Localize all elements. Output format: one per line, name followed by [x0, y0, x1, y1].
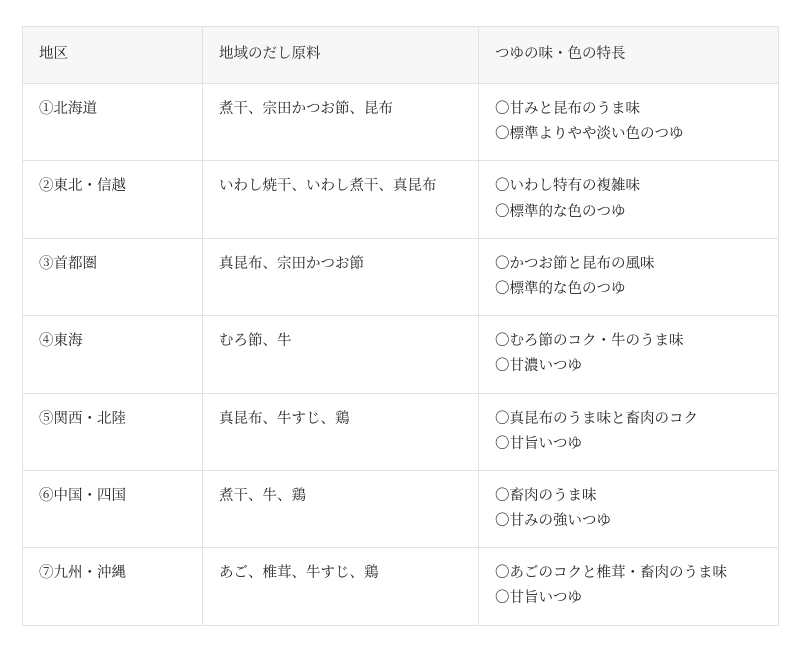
- feature-line: 〇畜肉のうま味: [495, 487, 597, 504]
- feature-line: 〇いわし特有の複雑味: [495, 178, 640, 195]
- cell-features: [479, 470, 779, 547]
- table-body: [23, 84, 779, 626]
- cell-features: [479, 316, 779, 393]
- feature-line: 〇標準的な色のつゆ: [495, 280, 626, 297]
- table-header: [23, 27, 779, 84]
- feature-line: 〇標準的な色のつゆ: [495, 203, 626, 220]
- cell-ingredients: 煮干、牛、鶏: [203, 470, 479, 547]
- feature-line: 〇甘旨いつゆ: [495, 435, 582, 452]
- cell-ingredients: 煮干、宗田かつお節、昆布: [203, 84, 479, 161]
- cell-region: ②東北・信越: [23, 161, 203, 238]
- cell-region: ⑥中国・四国: [23, 470, 203, 547]
- cell-ingredients: 真昆布、牛すじ、鶏: [203, 393, 479, 470]
- regional-dashi-table: [22, 26, 779, 626]
- table-row: [23, 316, 779, 393]
- table-row: [23, 470, 779, 547]
- cell-features: [479, 84, 779, 161]
- table-header-row: [23, 27, 779, 84]
- cell-features: [479, 161, 779, 238]
- feature-line: 〇真昆布のうま味と畜肉のコク: [495, 410, 698, 427]
- column-header-region: 地区: [23, 27, 203, 84]
- table-row: [23, 84, 779, 161]
- column-header-features: つゆの味・色の特長: [479, 27, 779, 84]
- table-row: [23, 161, 779, 238]
- table-row: [23, 238, 779, 315]
- feature-line: 〇標準よりやや淡い色のつゆ: [495, 126, 684, 143]
- cell-region: ⑦九州・沖縄: [23, 548, 203, 625]
- cell-region: ④東海: [23, 316, 203, 393]
- cell-features: [479, 393, 779, 470]
- feature-line: 〇むろ節のコク・牛のうま味: [495, 333, 684, 350]
- cell-ingredients: 真昆布、宗田かつお節: [203, 238, 479, 315]
- column-header-ingredients: 地域のだし原料: [203, 27, 479, 84]
- cell-region: ③首都圏: [23, 238, 203, 315]
- cell-region: ⑤関西・北陸: [23, 393, 203, 470]
- feature-line: 〇甘旨いつゆ: [495, 590, 582, 607]
- cell-features: [479, 548, 779, 625]
- cell-ingredients: いわし焼干、いわし煮干、真昆布: [203, 161, 479, 238]
- feature-line: 〇甘みと昆布のうま味: [495, 101, 640, 117]
- table-row: [23, 548, 779, 625]
- cell-region: ①北海道: [23, 84, 203, 161]
- cell-features: [479, 238, 779, 315]
- feature-line: 〇あごのコクと椎茸・畜肉のうま味: [495, 565, 727, 582]
- feature-line: 〇甘濃いつゆ: [495, 358, 582, 375]
- feature-line: 〇かつお節と昆布の風味: [495, 255, 655, 272]
- table-row: [23, 393, 779, 470]
- cell-ingredients: あご、椎茸、牛すじ、鶏: [203, 548, 479, 625]
- cell-ingredients: むろ節、牛: [203, 316, 479, 393]
- feature-line: 〇甘みの強いつゆ: [495, 513, 611, 530]
